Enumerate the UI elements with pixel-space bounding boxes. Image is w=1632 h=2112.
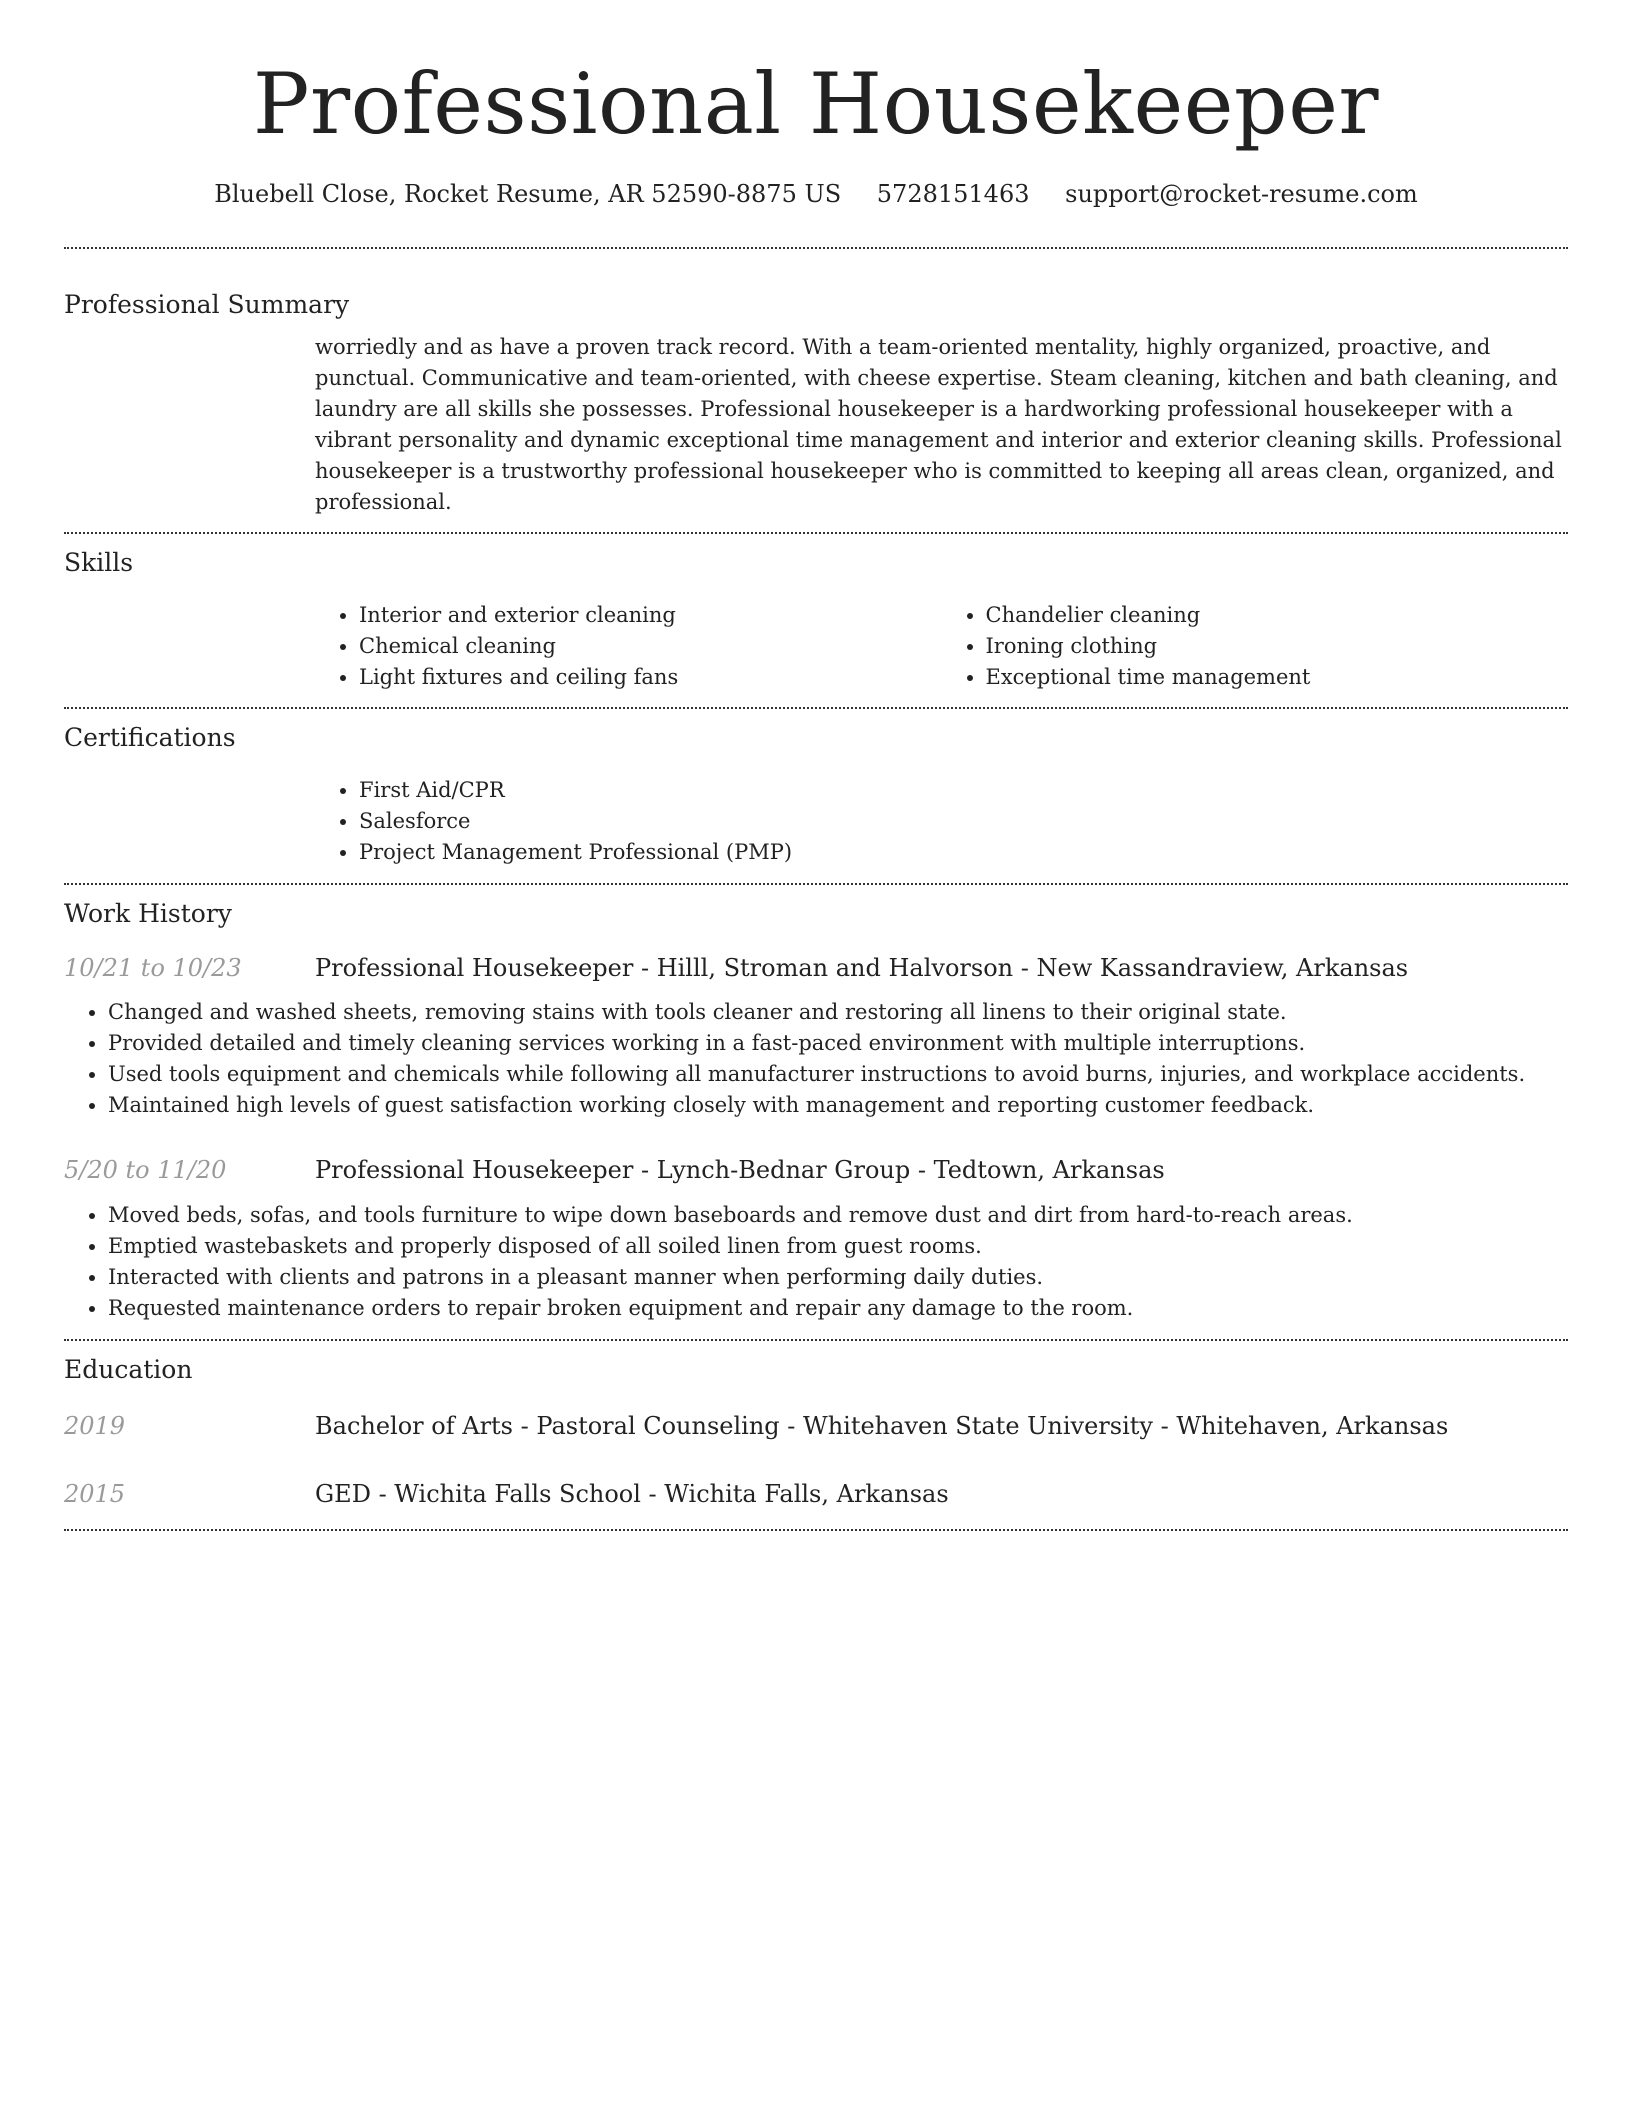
list-item: • First Aid/CPR [359,775,1568,806]
list-item: • Changed and washed sheets, removing stains with tools cleaner and restoring all linens to their original state. [108,997,1568,1028]
skills-list-right [942,600,1569,693]
list-item: • Chandelier cleaning [986,600,1569,631]
job-entry [64,951,1568,1121]
education-detail: GED - Wichita Falls School - Wichita Falls, Arkansas [315,1480,949,1508]
list-item: • Interacted with clients and patrons in a pleasant manner when performing daily duties. [108,1262,1568,1293]
section-title-education: Education [64,1355,193,1384]
contact-email: support@rocket-resume.com [1065,180,1418,208]
education-year: 2015 [64,1480,126,1508]
section-title-certifications: Certifications [64,723,236,752]
certifications-list [315,775,1568,868]
job-heading: Professional Housekeeper - Hilll, Stroman and Halvorson - New Kassandraview, Arkansas [315,954,1409,982]
list-item: • Exceptional time management [986,662,1569,693]
list-item: • Project Management Professional (PMP) [359,837,1568,868]
education-detail: Bachelor of Arts - Pastoral Counseling - Whitehaven State University - Whitehaven, Arkansas [315,1412,1449,1440]
contact-line [64,178,1568,210]
section-title-skills: Skills [64,548,134,577]
contact-address: Bluebell Close, Rocket Resume, AR 52590-8875 US [214,180,842,208]
skills-list-left [315,600,942,693]
work-history-section [64,885,1568,1339]
divider [64,1529,1568,1531]
contact-phone: 5728151463 [876,180,1030,208]
list-item: • Provided detailed and timely cleaning services working in a fast-paced environment with multiple interruptions. [108,1028,1568,1059]
job-entry [64,1153,1568,1339]
education-entry [64,1477,1568,1529]
summary-text: worriedly and as have a proven track record. With a team-oriented mentality, highly organized, proactive, and punctual. Communicative and team-oriented, with cheese expertise. Steam cleaning, kitchen and bath cleaning, and laundry are all skills she possesses. Professional housekeeper is a hardworking professional housekeeper with a vibrant personality and dynamic exceptional time management and interior and exterior cleaning skills. Professional housekeeper is a trustworthy professional housekeeper who is committed to keeping all areas clean, organized, and professional. [315,335,1562,514]
list-item: • Interior and exterior cleaning [359,600,942,631]
section-title-work-history: Work History [64,899,232,928]
summary-section [64,249,1568,532]
certifications-section [64,709,1568,883]
list-item: • Ironing clothing [986,631,1569,662]
list-item: • Light fixtures and ceiling fans [359,662,942,693]
education-section [64,1341,1568,1529]
education-year: 2019 [64,1412,126,1440]
education-entry [64,1409,1568,1443]
section-title-summary: Professional Summary [64,290,350,319]
list-item: • Requested maintenance orders to repair broken equipment and repair any damage to the room. [108,1293,1568,1324]
list-item: • Moved beds, sofas, and tools furniture to wipe down baseboards and remove dust and dirt from hard-to-reach areas. [108,1200,1568,1231]
skills-section [64,534,1568,707]
list-item: • Chemical cleaning [359,631,942,662]
list-item: • Emptied wastebaskets and properly disposed of all soiled linen from guest rooms. [108,1231,1568,1262]
list-item: • Salesforce [359,806,1568,837]
job-heading: Professional Housekeeper - Lynch-Bednar Group - Tedtown, Arkansas [315,1156,1165,1184]
job-dates: 10/21 to 10/23 [64,954,242,982]
candidate-name: Professional Housekeeper [252,55,1380,153]
job-dates: 5/20 to 11/20 [64,1156,227,1184]
job-bullets [64,1200,1568,1324]
list-item: • Used tools equipment and chemicals while following all manufacturer instructions to avoid burns, injuries, and workplace accidents. [108,1059,1568,1090]
list-item: • Maintained high levels of guest satisfaction working closely with management and reporting customer feedback. [108,1090,1568,1121]
job-bullets [64,997,1568,1121]
